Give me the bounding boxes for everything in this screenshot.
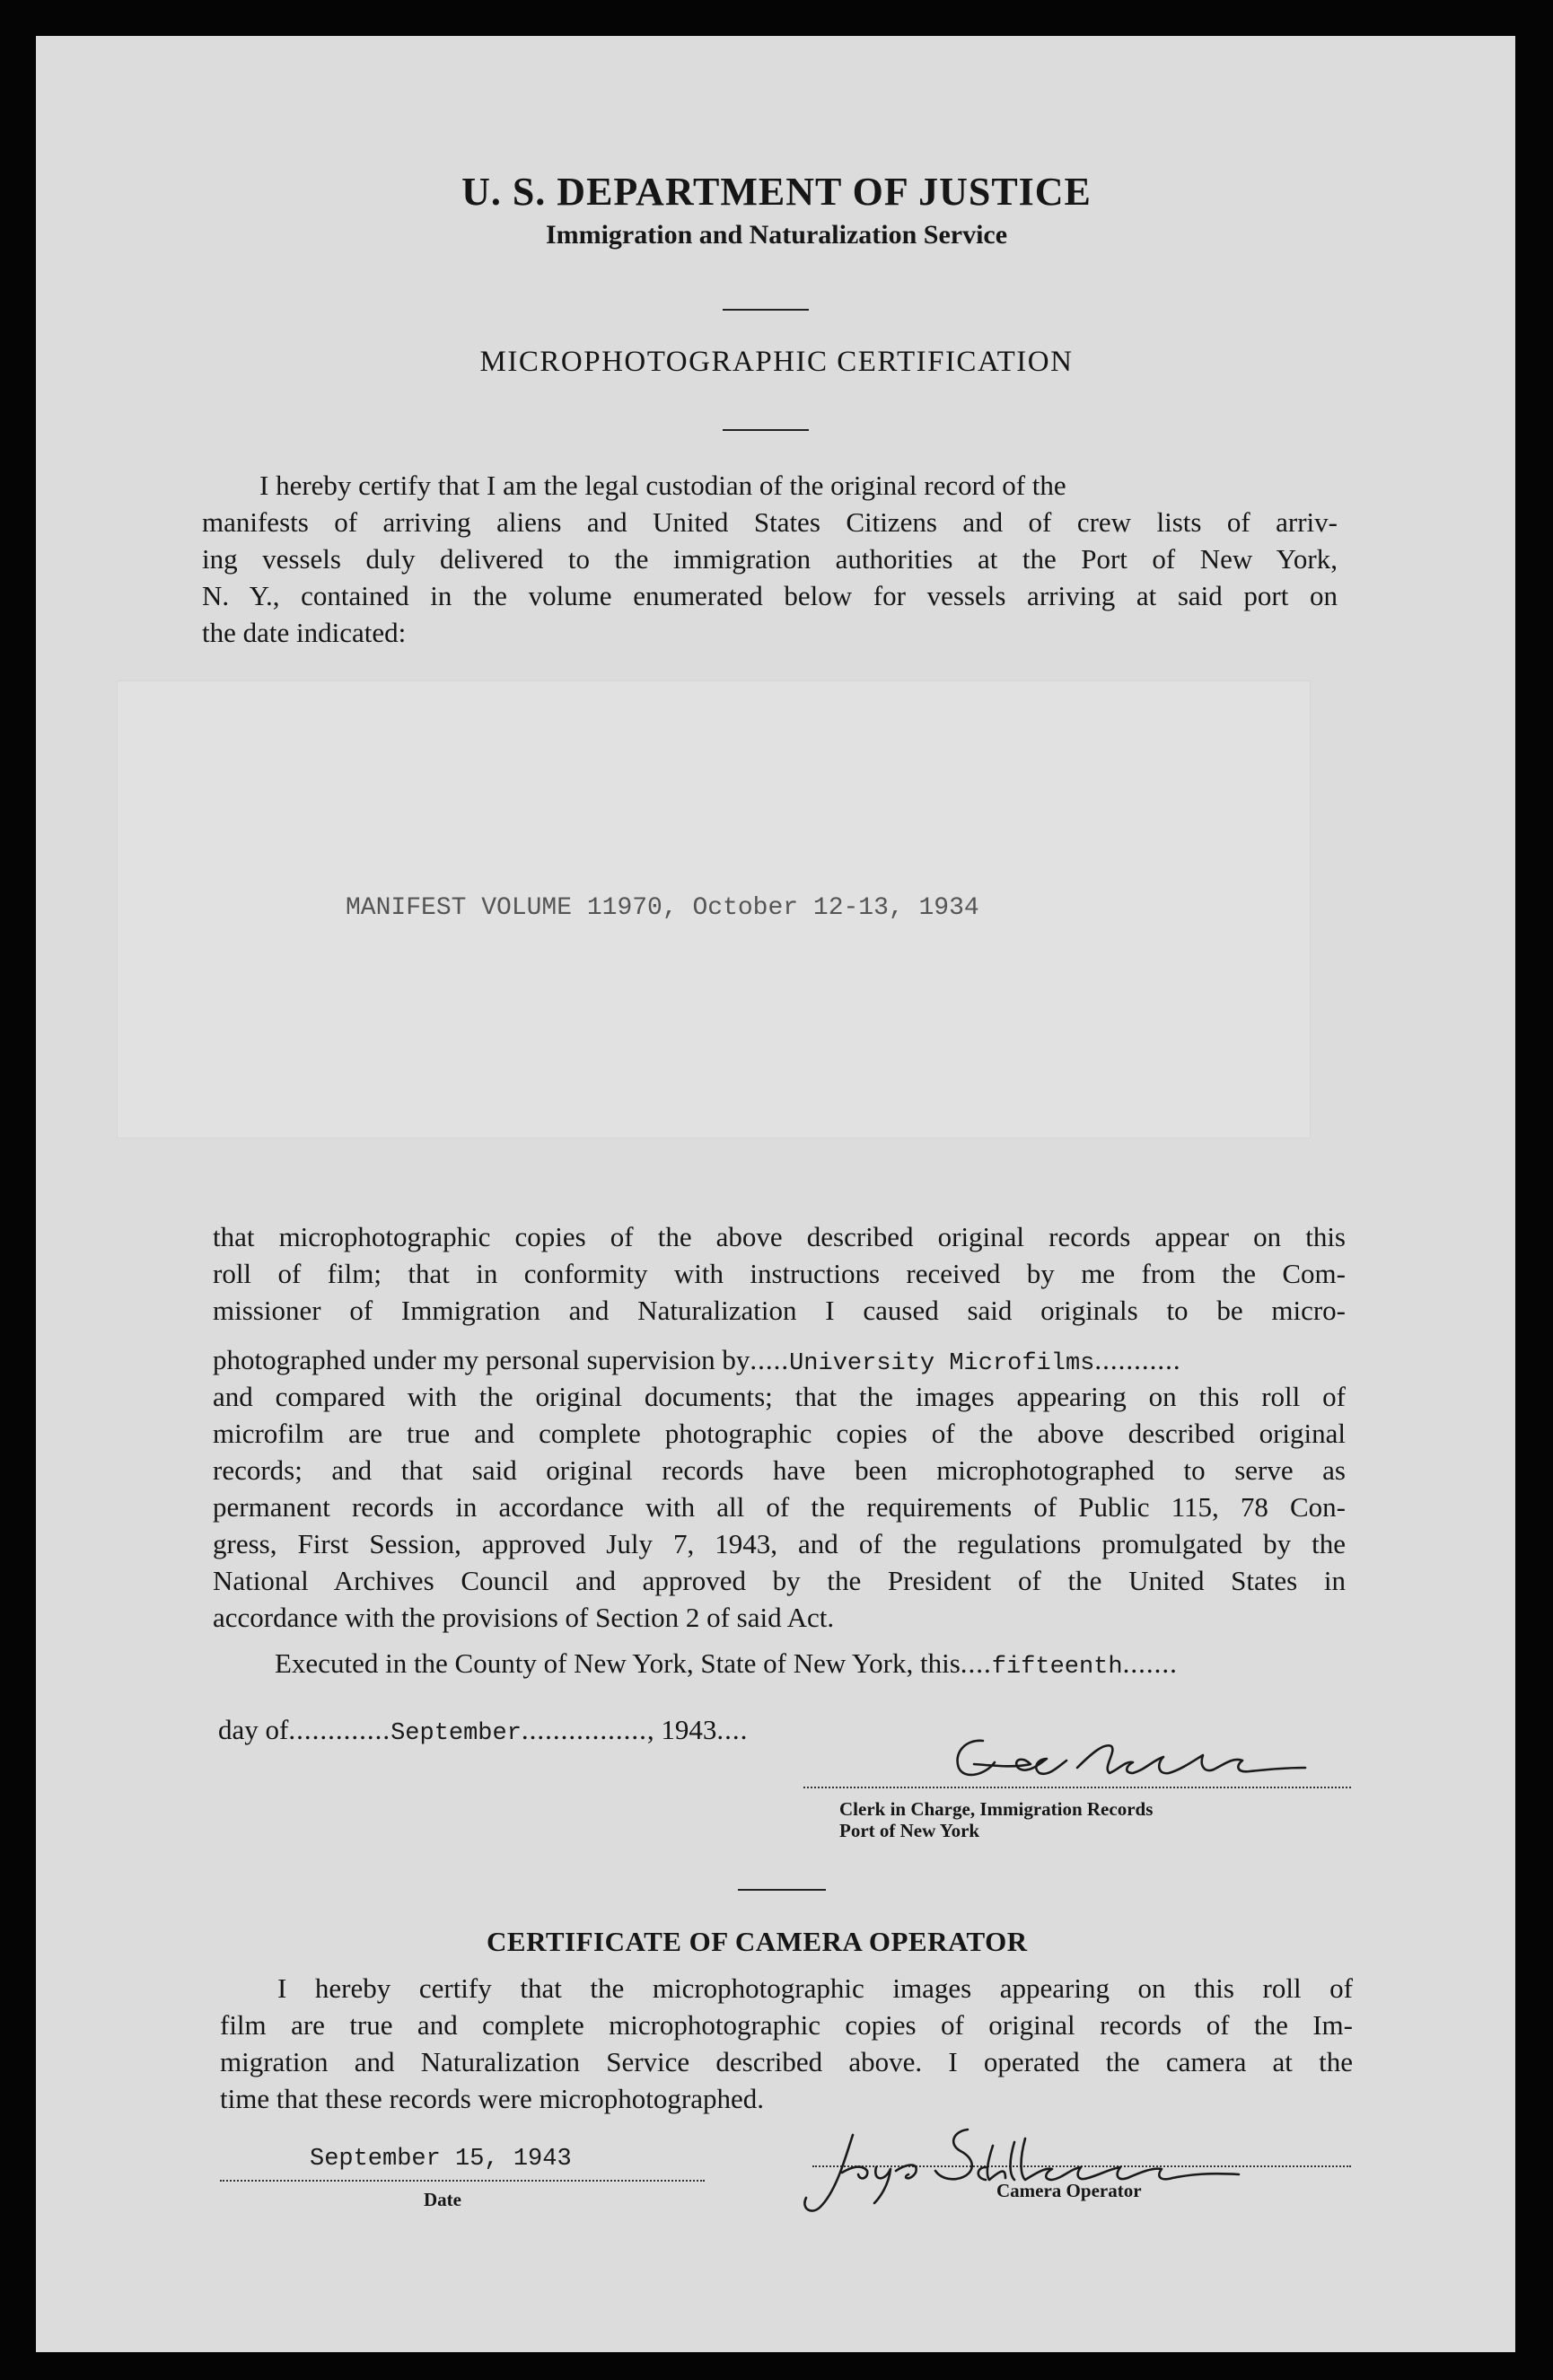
operator-signature (790, 2092, 1293, 2226)
microfilm-company: University Microfilms (789, 1350, 1095, 1377)
executed-year: , 1943 (646, 1714, 717, 1745)
divider (723, 309, 809, 311)
body-line: missioner of Immigration and Naturalization I caused said originals to be micro- (213, 1295, 1346, 1326)
volume-typed-entry: MANIFEST VOLUME 11970, October 12-13, 1934 (346, 894, 979, 922)
day-of-line: day of.............September................, 1943.... (218, 1714, 749, 1747)
intro-line: the date indicated: (202, 617, 407, 648)
operator-label: Camera Operator (996, 2180, 1142, 2201)
body-line: records; and that said original records have been microphotographed to serve as (213, 1454, 1346, 1486)
body-line: permanent records in accordance with all of the requirements of Public 115, 78 Con- (213, 1491, 1346, 1523)
executed-prefix: Executed in the County of New York, State of New York, this (275, 1647, 961, 1679)
divider (723, 429, 809, 431)
executed-month: September (390, 1720, 522, 1747)
date-line (220, 2180, 705, 2182)
clerk-place: Port of New York (839, 1820, 980, 1841)
intro-line: ing vessels duly delivered to the immigration authorities at the Port of New York, (202, 543, 1338, 575)
body-line: National Archives Council and approved by the President of the United States in (213, 1565, 1346, 1596)
intro-paragraph (202, 467, 1338, 651)
body-line: that microphotographic copies of the above described original records appear on this (213, 1221, 1346, 1252)
body-line: microfilm are true and complete photographic copies of the above described original (213, 1418, 1346, 1449)
supervision-line: photographed under my personal supervision by.....University Microfilms........... (213, 1344, 1181, 1377)
body-line: gress, First Session, approved July 7, 1943, and of the regulations promulgated by the (213, 1528, 1346, 1559)
date-label: Date (424, 2189, 461, 2210)
day-of-prefix: day of (218, 1714, 289, 1745)
executed-line: Executed in the County of New York, State of New York, this....fifteenth....... (275, 1647, 1178, 1681)
executed-day: fifteenth (991, 1654, 1123, 1681)
intro-line: manifests of arriving aliens and United States Citizens and of crew lists of arriv- (202, 506, 1338, 538)
camera-line: migration and Naturalization Service described above. I operated the camera at the (220, 2046, 1353, 2077)
certification-title: MICROPHOTOGRAPHIC CERTIFICATION (479, 346, 1074, 378)
body-paragraph (213, 1378, 1346, 1636)
clerk-title: Clerk in Charge, Immigration Records (839, 1798, 1154, 1820)
intro-line: N. Y., contained in the volume enumerated below for vessels arriving at said port on (202, 580, 1338, 611)
supervision-prefix: photographed under my personal supervision by (213, 1344, 750, 1375)
body-line: and compared with the original documents; that the images appearing on this roll of (213, 1381, 1346, 1412)
body-paragraph (213, 1218, 1346, 1329)
camera-line: I hereby certify that the microphotographic images appearing on this roll of (277, 1972, 1353, 2004)
camera-date-value: September 15, 1943 (310, 2146, 572, 2173)
body-line: accordance with the provisions of Section 2 of said Act. (213, 1602, 835, 1633)
clerk-signature (934, 1728, 1320, 1800)
divider (738, 1889, 826, 1891)
camera-certificate-title: CERTIFICATE OF CAMERA OPERATOR (487, 1926, 1028, 1957)
body-line: roll of film; that in conformity with instructions received by me from the Com- (213, 1258, 1346, 1289)
intro-line: I hereby certify that I am the legal custodian of the original record of the (259, 470, 1066, 501)
department-heading: U. S. DEPARTMENT OF JUSTICE (461, 170, 1092, 214)
camera-line: film are true and complete microphotographic copies of original records of the Im- (220, 2009, 1353, 2041)
service-subheading: Immigration and Naturalization Service (545, 220, 1008, 250)
camera-line: time that these records were microphotographed. (220, 2083, 764, 2114)
